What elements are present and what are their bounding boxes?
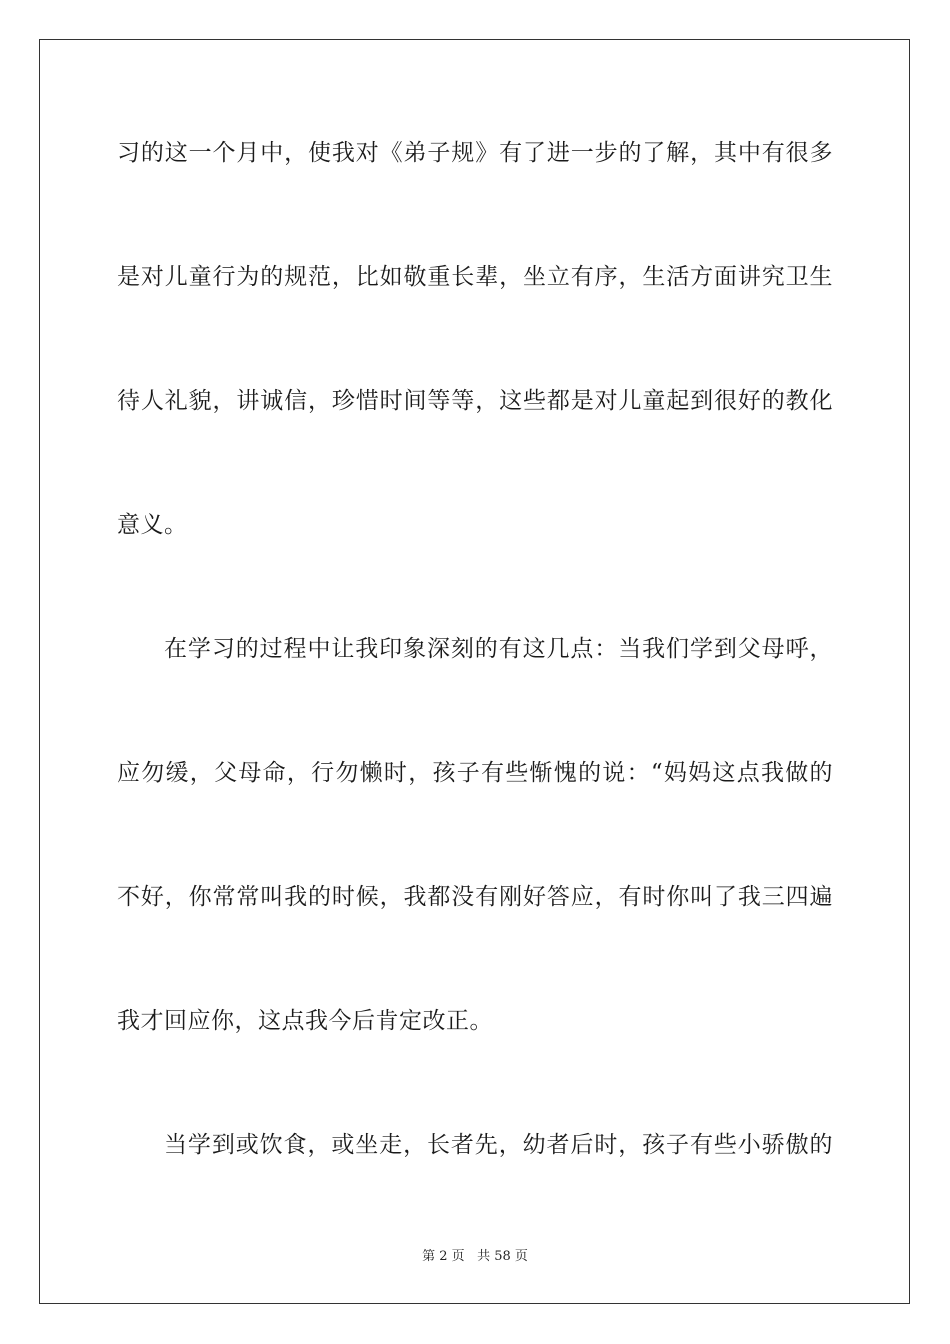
body-line-3: 待人礼貌，讲诚信，珍惜时间等等，这些都是对儿童起到很好的教化 <box>117 388 833 414</box>
paragraph-2-line-3: 不好，你常常叫我的时候，我都没有刚好答应，有时你叫了我三四遍 <box>117 884 833 910</box>
page-frame <box>39 39 910 1304</box>
paragraph-2-line-1: 在学习的过程中让我印象深刻的有这几点：当我们学到父母呼， <box>164 636 833 662</box>
page-number: 第 2 页 <box>422 1249 465 1264</box>
paragraph-2-line-2: 应勿缓，父母命，行勿懒时，孩子有些惭愧的说：“妈妈这点我做的 <box>117 760 833 786</box>
body-line-2: 是对儿童行为的规范，比如敬重长辈，坐立有序，生活方面讲究卫生 <box>117 264 833 290</box>
body-line-4: 意义。 <box>117 512 188 538</box>
paragraph-2-line-4: 我才回应你，这点我今后肯定改正。 <box>117 1008 493 1034</box>
page-total: 共 58 页 <box>477 1249 528 1264</box>
body-line-1: 习的这一个月中，使我对《弟子规》有了进一步的了解，其中有很多 <box>117 140 833 166</box>
paragraph-3-line-1: 当学到或饮食，或坐走，长者先，幼者后时，孩子有些小骄傲的 <box>164 1132 833 1158</box>
page-footer <box>0 1248 950 1266</box>
